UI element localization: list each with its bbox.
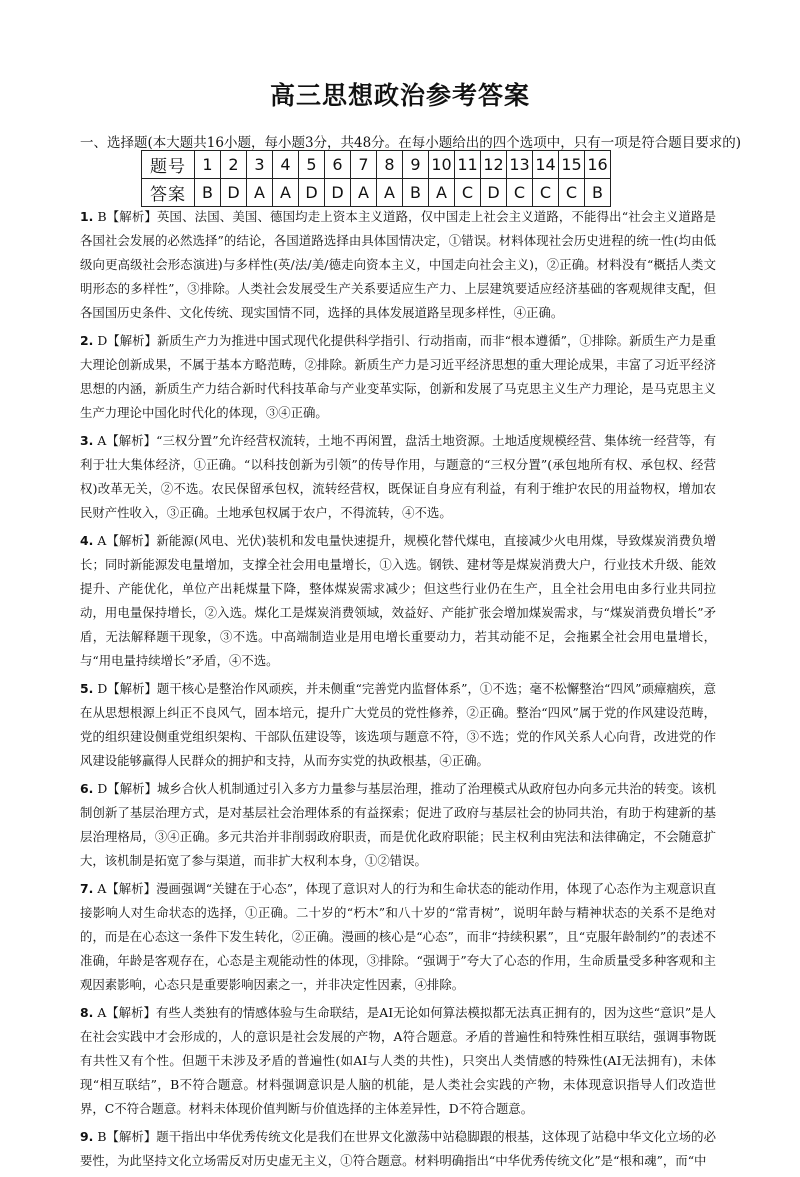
question-number-cell: 12 bbox=[481, 151, 507, 179]
item-text: A【解析】漫画强调“关键在于心态”，体现了意识对人的行为和生命状态的能动作用，体现了心态作为主观意识直接影响人对生命状态的选择，①正确。二十岁的“朽木”和八十岁的“常青树”，说明年龄与精神状态的关系不是绝对的，而是在心态这一条件下发生转化，②正确。漫画的核心是“心态”，而非“持续积累”，且“克服年龄制约”的表述不准确，年龄是客观存在，心态是主观能动性的体现，③排除。“强调于”夸大了心态的作用，生命质量受多种客观和主观因素影响，心态只是重要影响因素之一，并非决定性因素，④排除。 bbox=[80, 881, 716, 992]
question-number-row bbox=[142, 151, 611, 179]
item-number: 6. bbox=[80, 781, 94, 796]
answer-cell: A bbox=[247, 179, 273, 207]
row-label-answer: 答案 bbox=[142, 179, 195, 207]
item-number: 2. bbox=[80, 333, 94, 348]
question-number-cell: 5 bbox=[299, 151, 325, 179]
item-text: B【解析】英国、法国、美国、德国均走上资本主义道路，仅中国走上社会主义道路，不能得出“社会主义道路是各国社会发展的必然选择”的结论，各国道路选择由具体国情决定，①错误。材料体现社会历史进程的统一性(均由低级向更高级社会形态演进)与多样性(英/法/美/德走向资本主义，中国走向社会主义)，②正确。材料没有“概括人类文明形态的多样性”，③排除。人类社会发展受生产关系要适应生产力、上层建筑要适应经济基础的客观规律支配，但各国国历史条件、文化传统、现实国情不同，选择的具体发展道路呈现多样性，④正确。 bbox=[80, 209, 716, 320]
item-text: D【解析】新质生产力为推进中国式现代化提供科学指引、行动指南，而非“根本遵循”，①排除。新质生产力是重大理论创新成果，不属于基本方略范畴，②排除。新质生产力是习近平经济思想的重大理论成果，丰富了习近平经济思想的内涵，新质生产力结合新时代科技革命与产业变革实际，创新和发展了马克思主义生产力理论，是马克思主义生产力理论中国化时代化的体现，③④正确。 bbox=[80, 333, 716, 420]
explanation-item bbox=[80, 529, 716, 673]
answer-cell: D bbox=[299, 179, 325, 207]
question-number-cell: 16 bbox=[585, 151, 611, 179]
question-number-cell: 8 bbox=[377, 151, 403, 179]
answer-cell: C bbox=[533, 179, 559, 207]
answer-cell: B bbox=[403, 179, 429, 207]
item-number: 1. bbox=[80, 209, 94, 224]
item-number: 7. bbox=[80, 881, 94, 896]
section-heading: 一、选择题(本大题共16小题，每小题3分，共48分。在每小题给出的四个选项中，只有一项是符合题目要求的) bbox=[80, 135, 741, 151]
answer-cell: B bbox=[585, 179, 611, 207]
answer-cell: D bbox=[481, 179, 507, 207]
explanation-item bbox=[80, 677, 716, 773]
question-number-cell: 14 bbox=[533, 151, 559, 179]
question-number-cell: 13 bbox=[507, 151, 533, 179]
explanation-list bbox=[80, 205, 716, 1177]
item-number: 3. bbox=[80, 433, 94, 448]
answer-cell: B bbox=[195, 179, 221, 207]
explanation-item bbox=[80, 429, 716, 525]
item-text: D【解析】城乡合伙人机制通过引入多方力量参与基层治理，推动了治理模式从政府包办向多元共治的转变。该机制创新了基层治理方式，是对基层社会治理体系的有益探索；促进了政府与基层社会的协同共治，有助于构建新的基层治理格局，③④正确。多元共治并非削弱政府职责，而是优化政府职能；民主权利由宪法和法律确定，不会随意扩大，该机制是拓宽了参与渠道，而非扩大权利本身，①②错误。 bbox=[80, 781, 716, 868]
explanation-item bbox=[80, 1001, 716, 1121]
answer-cell: C bbox=[507, 179, 533, 207]
answer-row bbox=[142, 179, 611, 207]
explanation-item bbox=[80, 777, 716, 873]
question-number-cell: 3 bbox=[247, 151, 273, 179]
explanation-item bbox=[80, 877, 716, 997]
item-number: 8. bbox=[80, 1005, 94, 1020]
answer-cell: D bbox=[325, 179, 351, 207]
question-number-cell: 6 bbox=[325, 151, 351, 179]
question-number-cell: 11 bbox=[455, 151, 481, 179]
answer-table bbox=[141, 150, 611, 207]
item-number: 5. bbox=[80, 681, 94, 696]
item-number: 9. bbox=[80, 1129, 94, 1144]
item-number: 4. bbox=[80, 533, 94, 548]
page-title: 高三思想政治参考答案 bbox=[269, 81, 530, 110]
question-number-cell: 9 bbox=[403, 151, 429, 179]
explanation-item bbox=[80, 329, 716, 425]
answer-cell: C bbox=[559, 179, 585, 207]
answer-cell: A bbox=[273, 179, 299, 207]
question-number-cell: 7 bbox=[351, 151, 377, 179]
explanation-item bbox=[80, 205, 716, 325]
item-text: A【解析】有些人类独有的情感体验与生命联结，是AI无论如何算法模拟都无法真正拥有的，因为这些“意识”是人在社会实践中才会形成的，人的意识是社会发展的产物，A符合题意。矛盾的普遍性和特殊性相互联结，强调事物既有共性又有个性。但题干未涉及矛盾的普遍性(如AI与人类的共性)，只突出人类情感的特殊性(AI无法拥有)，未体现“相互联结”，B不符合题意。材料强调意识是人脑的机能，是人类社会实践的产物，未体现意识指导人们改造世界，C不符合题意。材料未体现价值判断与价值选择的主体差异性，D不符合题意。 bbox=[80, 1005, 716, 1116]
question-number-cell: 4 bbox=[273, 151, 299, 179]
explanation-item bbox=[80, 1125, 716, 1173]
answer-cell: C bbox=[455, 179, 481, 207]
question-number-cell: 1 bbox=[195, 151, 221, 179]
item-text: A【解析】“三权分置”允许经营权流转，土地不再闲置，盘活土地资源。土地适度规模经营、集体统一经营等，有利于壮大集体经济，①正确。“以科技创新为引领”的传导作用，与题意的“三权分置”(承包地所有权、承包权、经营权)改革无关，②不选。农民保留承包权，流转经营权，既保证自身应有利益，有利于维护农民的用益物权，增加农民财产性收入，③正确。土地承包权属于农户，不得流转，④不选。 bbox=[80, 433, 716, 520]
item-text: B【解析】题干指出中华优秀传统文化是我们在世界文化激荡中站稳脚跟的根基，这体现了站稳中华文化立场的必要性，为此坚持文化立场需反对历史虚无主义，①符合题意。材料明确指出“中华优秀传统文化”是“根和魂”，而“中 bbox=[80, 1129, 716, 1168]
answer-cell: A bbox=[377, 179, 403, 207]
answer-cell: A bbox=[351, 179, 377, 207]
row-label-number: 题号 bbox=[142, 151, 195, 179]
answer-cell: A bbox=[429, 179, 455, 207]
item-text: D【解析】题干核心是整治作风顽疾，并未侧重“完善党内监督体系”，①不选；毫不松懈整治“四风”顽瘴痼疾，意在从思想根源上纠正不良风气，固本培元，提升广大党员的党性修养，②正确。整治“四风”属于党的作风建设范畴，党的组织建设侧重党组织架构、干部队伍建设等，该选项与题意不符，③不选；党的作风关系人心向背，改进党的作风建设能够赢得人民群众的拥护和支持，从而夯实党的执政根基，④正确。 bbox=[80, 681, 716, 768]
item-text: A【解析】新能源(风电、光伏)装机和发电量快速提升，规模化替代煤电，直接减少火电用煤，导致煤炭消费负增长；同时新能源发电量增加，支撑全社会用电量增长，①入选。钢铁、建材等是煤炭消费大户，行业技术升级、能效提升、产能优化，单位产出耗煤量下降，整体煤炭需求减少；但这些行业仍在生产，且全社会用电由多行业共同拉动，用电量保持增长，②入选。煤化工是煤炭消费领域，效益好、产能扩张会增加煤炭需求，与“煤炭消费负增长”矛盾，无法解释题干现象，③不选。中高端制造业是用电增长重要动力，若其动能不足，会拖累全社会用电量增长，与“用电量持续增长”矛盾，④不选。 bbox=[80, 533, 716, 668]
question-number-cell: 15 bbox=[559, 151, 585, 179]
question-number-cell: 2 bbox=[221, 151, 247, 179]
question-number-cell: 10 bbox=[429, 151, 455, 179]
answer-cell: D bbox=[221, 179, 247, 207]
